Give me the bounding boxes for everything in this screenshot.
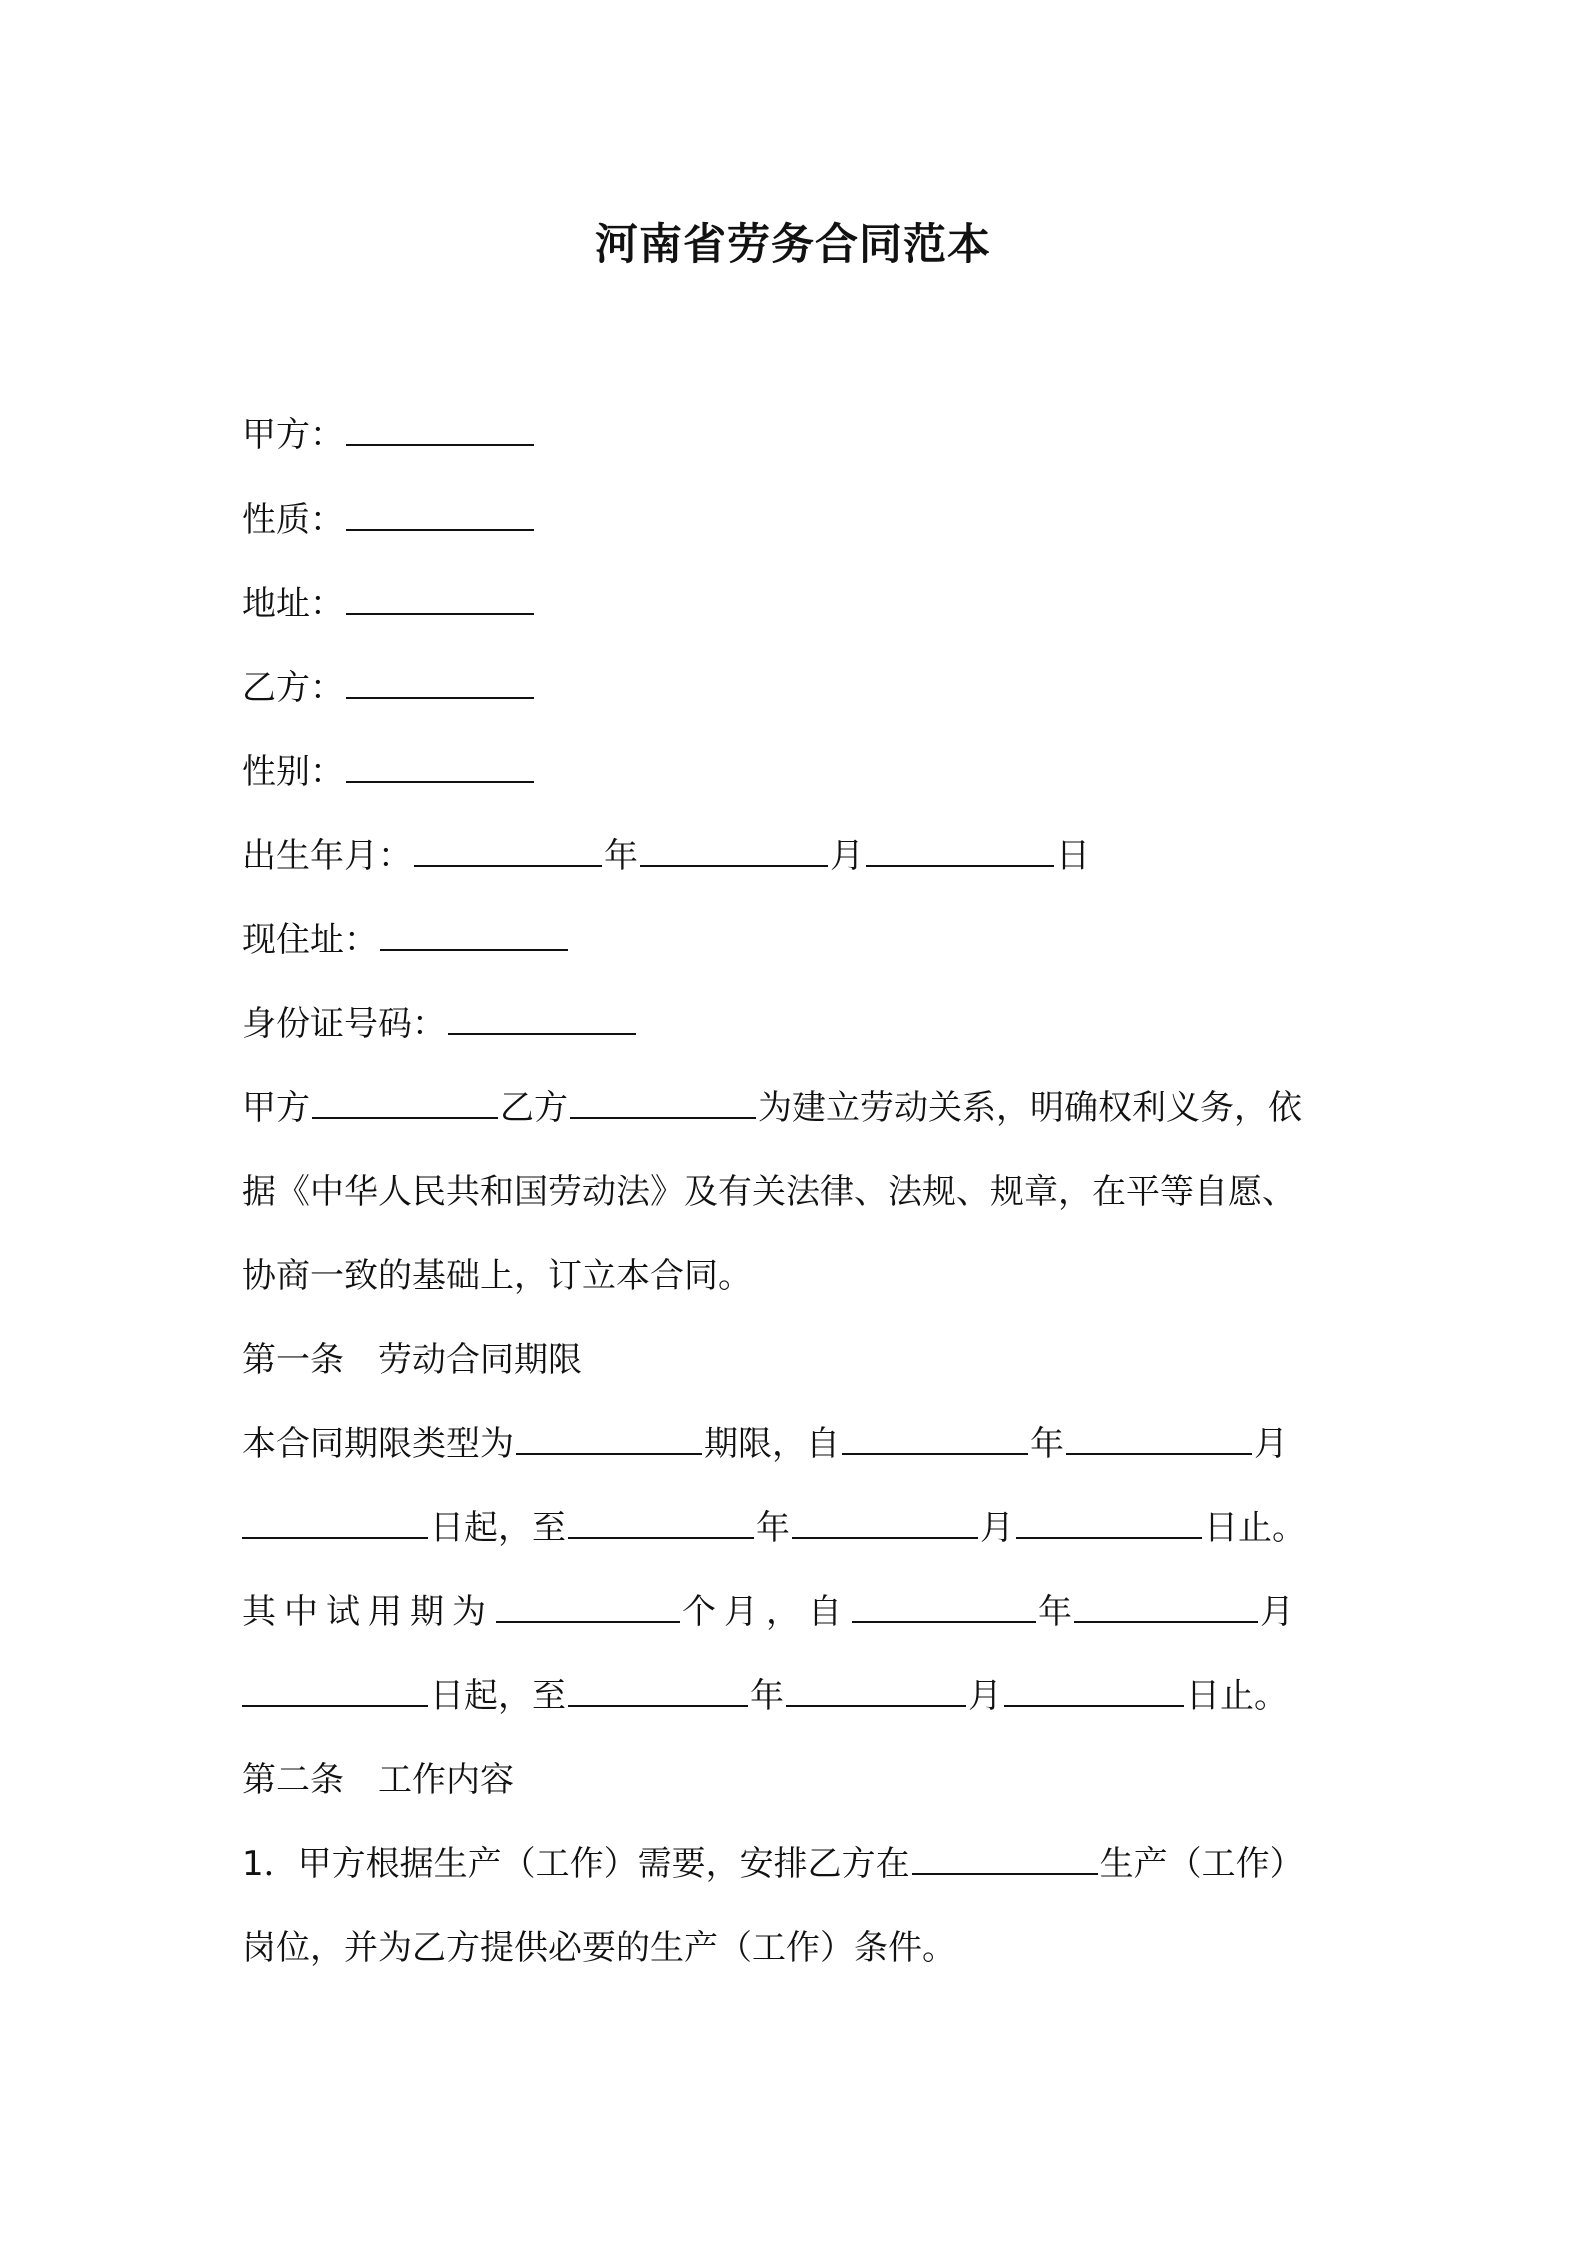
fill-blank[interactable] bbox=[786, 1671, 966, 1707]
article-2-item-1-line-1 bbox=[242, 1834, 1304, 1894]
fill-blank[interactable] bbox=[1074, 1587, 1258, 1623]
fill-blank[interactable] bbox=[242, 1671, 428, 1707]
article-2-item-1-line-2: 岗位，并为乙方提供必要的生产（工作）条件。 bbox=[242, 1928, 956, 1968]
fill-blank[interactable] bbox=[842, 1419, 1028, 1455]
fill-blank[interactable] bbox=[1004, 1671, 1184, 1707]
month-label: 月 bbox=[1254, 1424, 1288, 1464]
article-text: 期限，自 bbox=[704, 1424, 840, 1464]
year-label: 年 bbox=[1030, 1424, 1064, 1464]
fill-blank[interactable] bbox=[380, 915, 568, 951]
field-label: 出生年月： bbox=[242, 836, 412, 876]
fill-blank[interactable] bbox=[346, 495, 534, 531]
field-nature bbox=[242, 490, 536, 550]
field-label: 甲方： bbox=[242, 415, 344, 455]
field-label: 乙方： bbox=[242, 668, 344, 708]
year-label: 年 bbox=[756, 1508, 790, 1548]
article-1-term-line-2 bbox=[242, 1498, 1306, 1558]
year-label: 年 bbox=[750, 1676, 784, 1716]
article-text: 其中试用期为 bbox=[242, 1592, 494, 1632]
field-label: 性别： bbox=[242, 752, 344, 792]
month-label: 月 bbox=[1260, 1592, 1294, 1632]
fill-blank[interactable] bbox=[792, 1503, 978, 1539]
month-label: 月 bbox=[980, 1508, 1014, 1548]
field-party-b bbox=[242, 658, 536, 718]
intro-text: 乙方 bbox=[500, 1088, 568, 1128]
fill-blank[interactable] bbox=[414, 831, 602, 867]
fill-blank[interactable] bbox=[496, 1587, 680, 1623]
fill-blank[interactable] bbox=[1066, 1419, 1252, 1455]
intro-paragraph-line-3: 协商一致的基础上，订立本合同。 bbox=[242, 1256, 752, 1296]
article-text: 生产（工作） bbox=[1099, 1844, 1304, 1884]
field-id-number bbox=[242, 994, 638, 1054]
fill-blank[interactable] bbox=[346, 747, 534, 783]
intro-paragraph-line-2: 据《中华人民共和国劳动法》及有关法律、法规、规章，在平等自愿、 bbox=[242, 1172, 1296, 1212]
fill-blank[interactable] bbox=[346, 410, 534, 446]
field-label: 地址： bbox=[242, 584, 344, 624]
article-1-probation-line-2 bbox=[242, 1666, 1288, 1726]
field-address bbox=[242, 574, 536, 634]
fill-blank[interactable] bbox=[568, 1503, 754, 1539]
field-current-address bbox=[242, 910, 570, 970]
article-text: 日起，至 bbox=[430, 1508, 566, 1548]
field-label: 现住址： bbox=[242, 920, 378, 960]
month-label: 月 bbox=[830, 836, 864, 876]
year-label: 年 bbox=[604, 836, 638, 876]
fill-blank[interactable] bbox=[570, 1083, 756, 1119]
article-1-heading: 第一条 劳动合同期限 bbox=[242, 1340, 582, 1380]
article-text: 日止。 bbox=[1204, 1508, 1306, 1548]
field-label: 身份证号码： bbox=[242, 1004, 446, 1044]
day-label: 日 bbox=[1056, 836, 1090, 876]
article-text: 日起，至 bbox=[430, 1676, 566, 1716]
fill-blank[interactable] bbox=[866, 831, 1054, 867]
month-label: 月 bbox=[968, 1676, 1002, 1716]
article-text: 1．甲方根据生产（工作）需要，安排乙方在 bbox=[242, 1844, 910, 1884]
document-title: 河南省劳务合同范本 bbox=[595, 220, 991, 270]
year-label: 年 bbox=[1038, 1592, 1072, 1632]
fill-blank[interactable] bbox=[1016, 1503, 1202, 1539]
article-text: 本合同期限类型为 bbox=[242, 1424, 514, 1464]
article-1-term-line-1 bbox=[242, 1414, 1288, 1474]
fill-blank[interactable] bbox=[242, 1503, 428, 1539]
fill-blank[interactable] bbox=[312, 1083, 498, 1119]
fill-blank[interactable] bbox=[346, 579, 534, 615]
fill-blank[interactable] bbox=[568, 1671, 748, 1707]
article-text: 日止。 bbox=[1186, 1676, 1288, 1716]
fill-blank[interactable] bbox=[346, 663, 534, 699]
article-2-heading: 第二条 工作内容 bbox=[242, 1760, 514, 1800]
intro-text: 甲方 bbox=[242, 1088, 310, 1128]
intro-text: 为建立劳动关系，明确权利义务，依 bbox=[758, 1088, 1302, 1128]
intro-paragraph-line-1 bbox=[242, 1078, 1302, 1138]
fill-blank[interactable] bbox=[448, 999, 636, 1035]
fill-blank[interactable] bbox=[516, 1419, 702, 1455]
article-text: 个月，自 bbox=[682, 1592, 850, 1632]
fill-blank[interactable] bbox=[640, 831, 828, 867]
article-1-probation-line-1 bbox=[242, 1582, 1294, 1642]
field-label: 性质： bbox=[242, 500, 344, 540]
field-birth-date bbox=[242, 826, 1090, 886]
fill-blank[interactable] bbox=[852, 1587, 1036, 1623]
fill-blank[interactable] bbox=[912, 1839, 1098, 1875]
field-party-a bbox=[242, 405, 536, 465]
field-gender bbox=[242, 742, 536, 802]
